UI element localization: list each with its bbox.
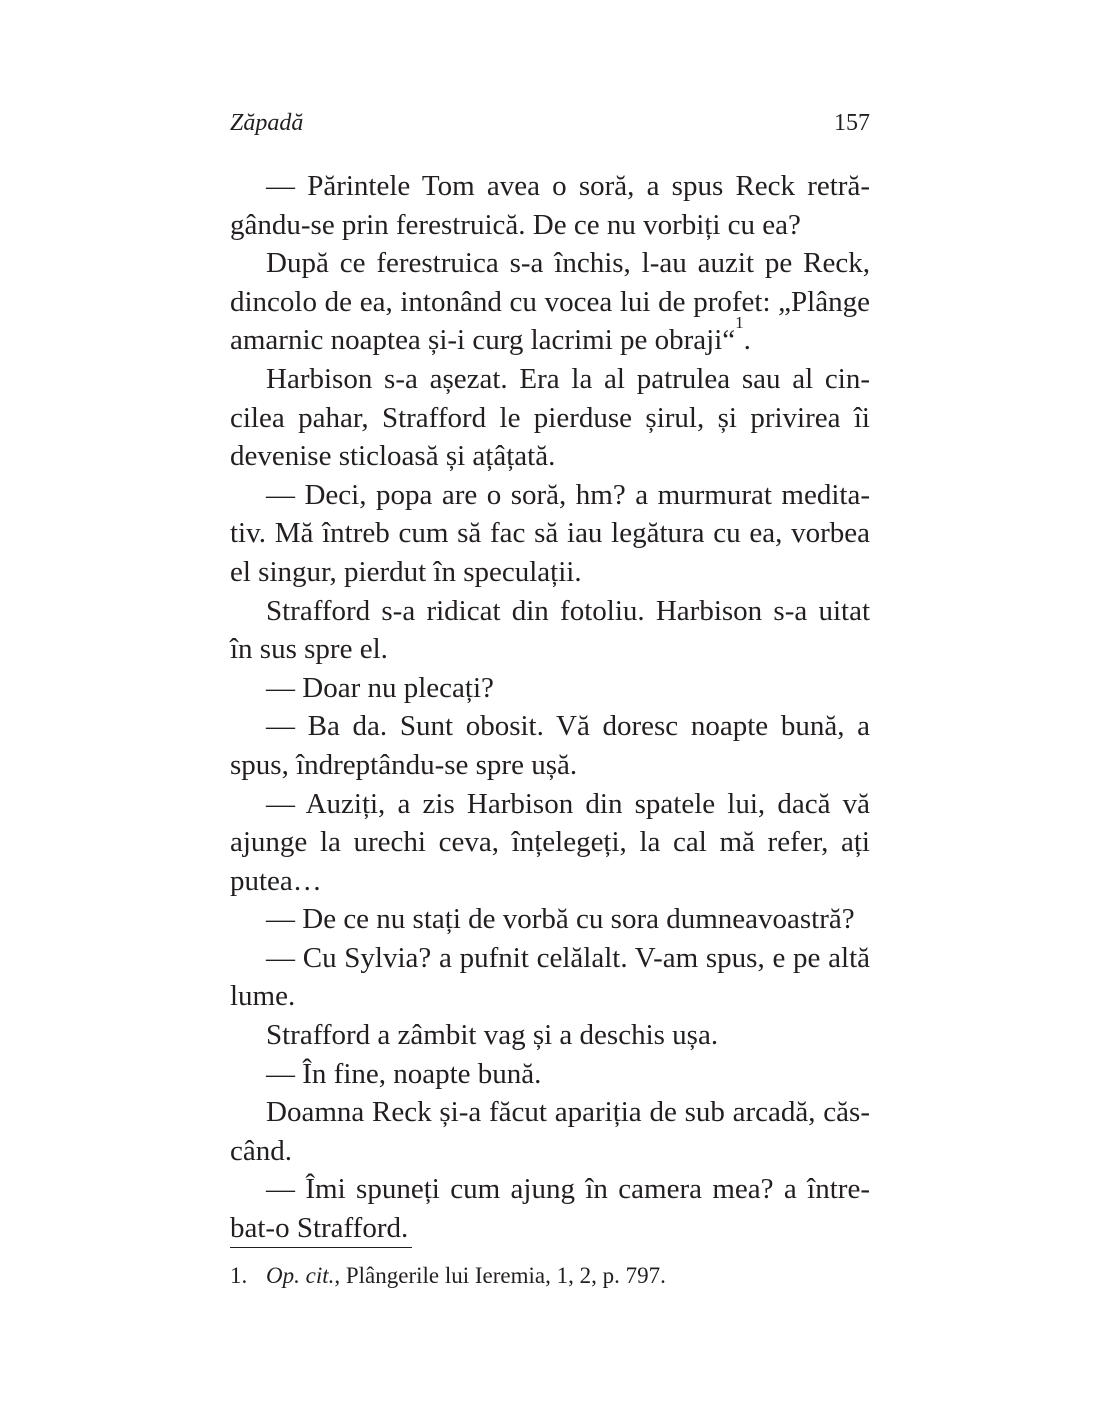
text-line: cilea pahar, Strafford le pierduse șirul, și privirea îi — [230, 401, 870, 434]
text-line: gându-se prin ferestruică. De ce nu vorbiți cu ea? — [230, 208, 801, 241]
text-line: spus, îndreptându-se spre ușă. — [230, 748, 578, 781]
text-line: — Cu Sylvia? a pufnit celălalt. V-am spus, e pe altă — [266, 941, 870, 974]
text-line: După ce ferestruica s-a închis, l-au auzit pe Reck, — [266, 247, 870, 280]
text-line: el singur, pierdut în speculații. — [230, 555, 582, 588]
text-line: putea… — [230, 864, 322, 897]
footnote-citation-text: , Plângerile lui Ieremia, 1, 2, p. 797. — [334, 1263, 666, 1288]
text-line-with-footnote — [230, 312, 870, 360]
text-line: — Părintele Tom avea o soră, a spus Reck retră- — [266, 170, 870, 202]
text-line: — În fine, noapte bună. — [266, 1057, 542, 1090]
text-line: Doamna Reck și-a făcut apariția de sub arcadă, căs- — [266, 1096, 870, 1129]
text-line: — Ba da. Sunt obosit. Vă doresc noapte bună, a — [266, 710, 870, 743]
body-text — [230, 167, 870, 1248]
text-line: amarnic noaptea și-i curg lacrimi pe obraji“ — [230, 324, 736, 357]
text-line: dincolo de ea, intonând cu vocea lui de profet: „Plânge — [230, 285, 870, 318]
footnote-number: 1. — [230, 1263, 248, 1288]
text-line: tiv. Mă întreb cum să fac să iau legătura cu ea, vorbea — [230, 517, 870, 550]
footnote-reference[interactable]: 1 — [735, 312, 744, 332]
text-line: lume. — [230, 980, 296, 1013]
text-line: Strafford s-a ridicat din fotoliu. Harbison s-a uitat — [266, 594, 870, 627]
footnote-divider — [230, 1247, 412, 1248]
text-line: — Auziți, a zis Harbison din spatele lui, dacă vă — [266, 787, 870, 820]
running-title: Zăpadă — [230, 110, 304, 136]
text-line: în sus spre el. — [230, 633, 388, 666]
text-line: ajunge la urechi ceva, înțelegeți, la cal mă refer, ați — [230, 826, 870, 859]
text-line: — Îmi spuneți cum ajung în camera mea? a între- — [266, 1173, 870, 1206]
footnote — [230, 1261, 870, 1291]
text-line: devenise sticloasă și ațâțată. — [230, 440, 556, 473]
text-line: când. — [230, 1134, 292, 1167]
footnote-citation-italic: Op. cit. — [266, 1263, 335, 1288]
text-line: — Doar nu plecați? — [266, 671, 494, 704]
footnote-ref-punctuation: . — [743, 324, 751, 357]
text-line: bat-o Strafford. — [230, 1212, 409, 1245]
text-line: — De ce nu stați de vorbă cu sora dumneavoastră? — [266, 903, 855, 936]
text-line: — Deci, popa are o soră, hm? a murmurat medita- — [266, 478, 870, 511]
page-number: 157 — [834, 110, 870, 136]
text-line: Harbison s-a așezat. Era la al patrulea sau al cin- — [266, 362, 870, 395]
text-line: Strafford a zâmbit vag și a deschis ușa. — [266, 1019, 719, 1052]
